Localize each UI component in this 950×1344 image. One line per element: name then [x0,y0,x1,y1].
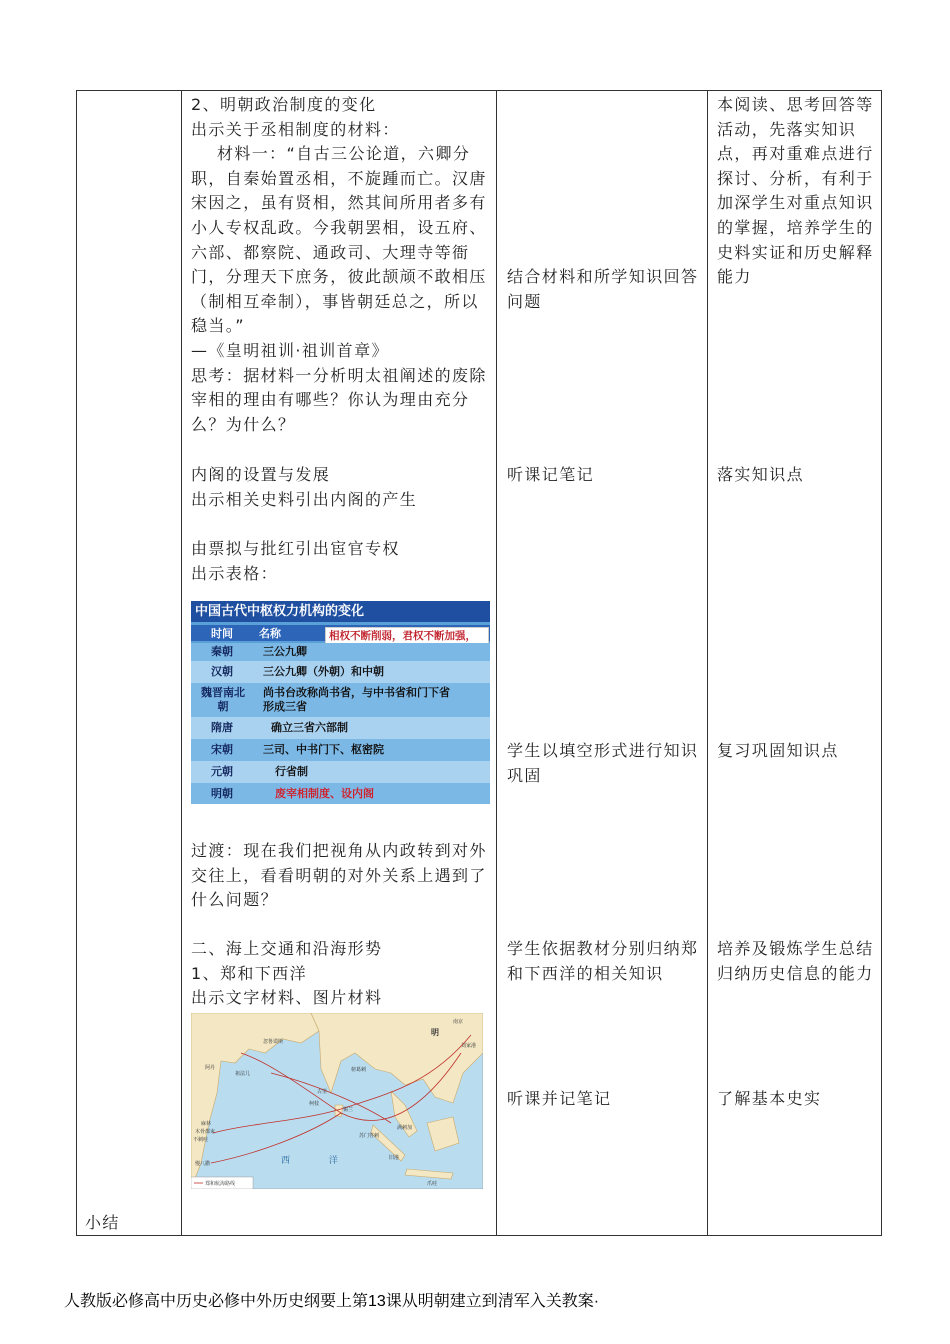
table-row [191,683,490,717]
student-activity-2: 听课记笔记 [507,465,595,484]
page-footer: 人教版必修高中历史必修中外历史纲要上第13课从明朝建立到清军入关教案· [64,1293,600,1310]
map-place-label: 爪哇 [427,1181,438,1187]
student-activity-3: 学生以填空形式进行知识巩固 [507,741,699,785]
map-place-label: 阿丹 [205,1065,216,1071]
map-place-label: 锡兰 [343,1107,354,1113]
map-sea-label: 西 洋 [281,1156,356,1166]
row-name: 三司、中书门下、枢密院 [263,743,384,756]
row-time: 魏晋南北朝 [201,686,245,713]
column-divider [181,91,182,1235]
map-place-label: 不刺哇 [193,1137,209,1143]
map-place-label: 明 [431,1028,439,1037]
table-image-note: 相权不断削弱，君权不断加强， [325,627,489,657]
row-time: 宋朝 [211,743,233,756]
table-image-header: 名称 [259,627,281,640]
student-activity-1: 结合材料和所学知识回答问题 [507,267,699,311]
map-place-label: 忽鲁谟斯 [263,1039,284,1045]
column-divider [496,91,497,1235]
map-place-label: 南京 [453,1019,464,1025]
row-time: 明朝 [211,787,233,800]
table-image-title: 中国古代中枢权力机构的变化 [191,601,490,622]
student-activity-5: 听课并记笔记 [507,1089,612,1108]
map-place-label: 慢八撒 [195,1161,211,1167]
table-row [191,717,490,739]
row-time: 秦朝 [211,645,233,658]
table-row [191,783,490,804]
row-name: 废宰相制度、设内阁 [275,787,374,800]
row-time: 隋唐 [211,721,233,734]
map-place-label: 木骨都束 [195,1129,216,1135]
section-cabinet: 内阁的设置与发展 出示相关史料引出内阁的产生 [191,465,418,509]
map-place-label: 刘家港 [461,1043,477,1049]
design-intent-3: 复习巩固知识点 [717,741,839,760]
design-intent-1: 本阅读、思考回答等活动，先落实知识点，再对重难点进行探讨、分析，有利于加深学生对重点知识的掌握，培养学生的史料实证和历史解释能力 [717,95,874,287]
map-place-label: 满剌加 [397,1125,413,1131]
section-transition: 过渡：现在我们把视角从内政转到对外交往上，看看明朝的对外关系上遇到了什么问题？ [191,841,487,910]
zhenghe-voyage-map [191,1013,483,1189]
section-zhenghe: 二、海上交通和沿海形势 1、郑和下西洋 出示文字材料、图片材料 [191,939,383,1008]
map-place-label: 榜葛剌 [351,1067,367,1073]
summary-label: 小结 [85,1213,120,1232]
table-row [191,643,490,661]
design-intent-5: 了解基本史实 [717,1089,822,1108]
column-divider [707,91,708,1235]
row-name: 三公九卿（外朝）和中朝 [263,665,384,678]
map-place-label: 祖法儿 [235,1071,251,1077]
row-name: 三公九卿 [263,645,307,658]
map-place-label: 麻林 [201,1121,212,1127]
row-time: 元朝 [211,765,233,778]
map-place-label: 古里 [317,1089,328,1095]
lesson-table [76,90,882,1236]
student-activity-4: 学生依据教材分别归纳郑和下西洋的相关知识 [507,939,699,983]
design-intent-2: 落实知识点 [717,465,805,484]
map-place-label: 苏门答剌 [359,1133,380,1139]
central-power-table-image [191,601,490,804]
map-place-label: 旧港 [389,1155,400,1161]
map-place-label: 柯枝 [309,1101,320,1107]
row-name: 确立三省六部制 [271,721,348,734]
section-political-change: 2、明朝政治制度的变化 出示关于丞相制度的材料： 材料一：“自古三公论道，六卿分职，自秦始置丞相，不旋踵而亡。汉唐宋因之，虽有贤相，然其间所用者多有小人专权乱政。今我朝罢相，设五府、六部、都察院、通政司、大理寺等衙门，分理天下庶务，彼此颉颃不敢相压（制相互牵制），事皆朝廷总之，所以稳当。” —《皇明祖训·祖训首章》 思考：据材料一分析明太祖阐述的废除宰相的理由有哪些？你认为理由充分么？为什么？ [191,95,487,434]
section-eunuch: 由票拟与批红引出宦官专权 出示表格： [191,539,400,583]
table-row [191,761,490,783]
design-intent-4: 培养及锻炼学生总结归纳历史信息的能力 [717,939,874,983]
row-name: 行省制 [275,765,308,778]
row-time: 汉朝 [211,665,233,678]
table-row [191,739,490,761]
map-legend-label: 郑和航海路线 [205,1181,236,1187]
table-row [191,661,490,683]
table-image-header: 时间 [211,627,233,640]
row-name: 尚书台改称尚书省，与中书省和门下省形成三省 [263,686,450,713]
